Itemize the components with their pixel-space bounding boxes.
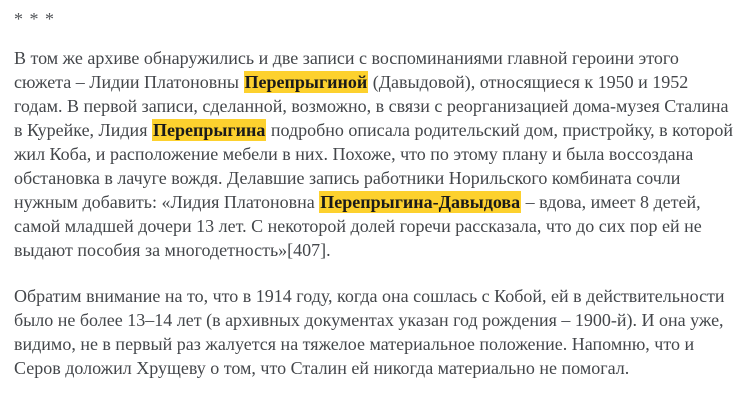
text-segment: Обратим внимание на то, что в 1914 году, когда она сошлась с Кобой, ей в действительности было не более 13–14 лет (в архивных документах указан год рождения – 1900-й). И она уже, видимо, не в первый раз жалуется на тяжелое материальное положение. Напомню, что и Серов доложил Хрущеву о том, что Сталин ей никогда материально не помогал. bbox=[14, 286, 725, 378]
text-segment: (Давыдовой), относящиеся к 1950 и 1952 годам. В первой записи, сделанной, возможно, в связи с реорганизацией дома-музея Сталина в Курейке, Лидия bbox=[14, 72, 729, 140]
search-highlight: Перепрыгина bbox=[152, 120, 266, 140]
text-segment: В том же архиве обнаружились и две записи с воспоминаниями главной героини этого сюжета – Лидии Платоновны bbox=[14, 48, 679, 92]
search-highlight: Перепрыгина-Давыдова bbox=[320, 192, 521, 212]
text-segment: подробно описала родительский дом, пристройку, в которой жил Коба, и расположение мебели в них. Похоже, что по этому плану и была воссоздана обстановка в лачуге вождя. Делавшие запись работники Норильского комбината сочли нужным добавить: «Лидия Платоновна bbox=[14, 120, 734, 212]
paragraph bbox=[14, 46, 737, 262]
text-segment: – вдова, имеет 8 детей, самой младшей дочери 13 лет. С некоторой долей горечи рассказала, что до сих пор ей не выдают пособия за многодетность»[407]. bbox=[14, 192, 702, 260]
section-separator: * * * bbox=[14, 9, 55, 29]
search-highlight: Перепрыгиной bbox=[244, 72, 368, 92]
paragraph bbox=[14, 284, 737, 380]
